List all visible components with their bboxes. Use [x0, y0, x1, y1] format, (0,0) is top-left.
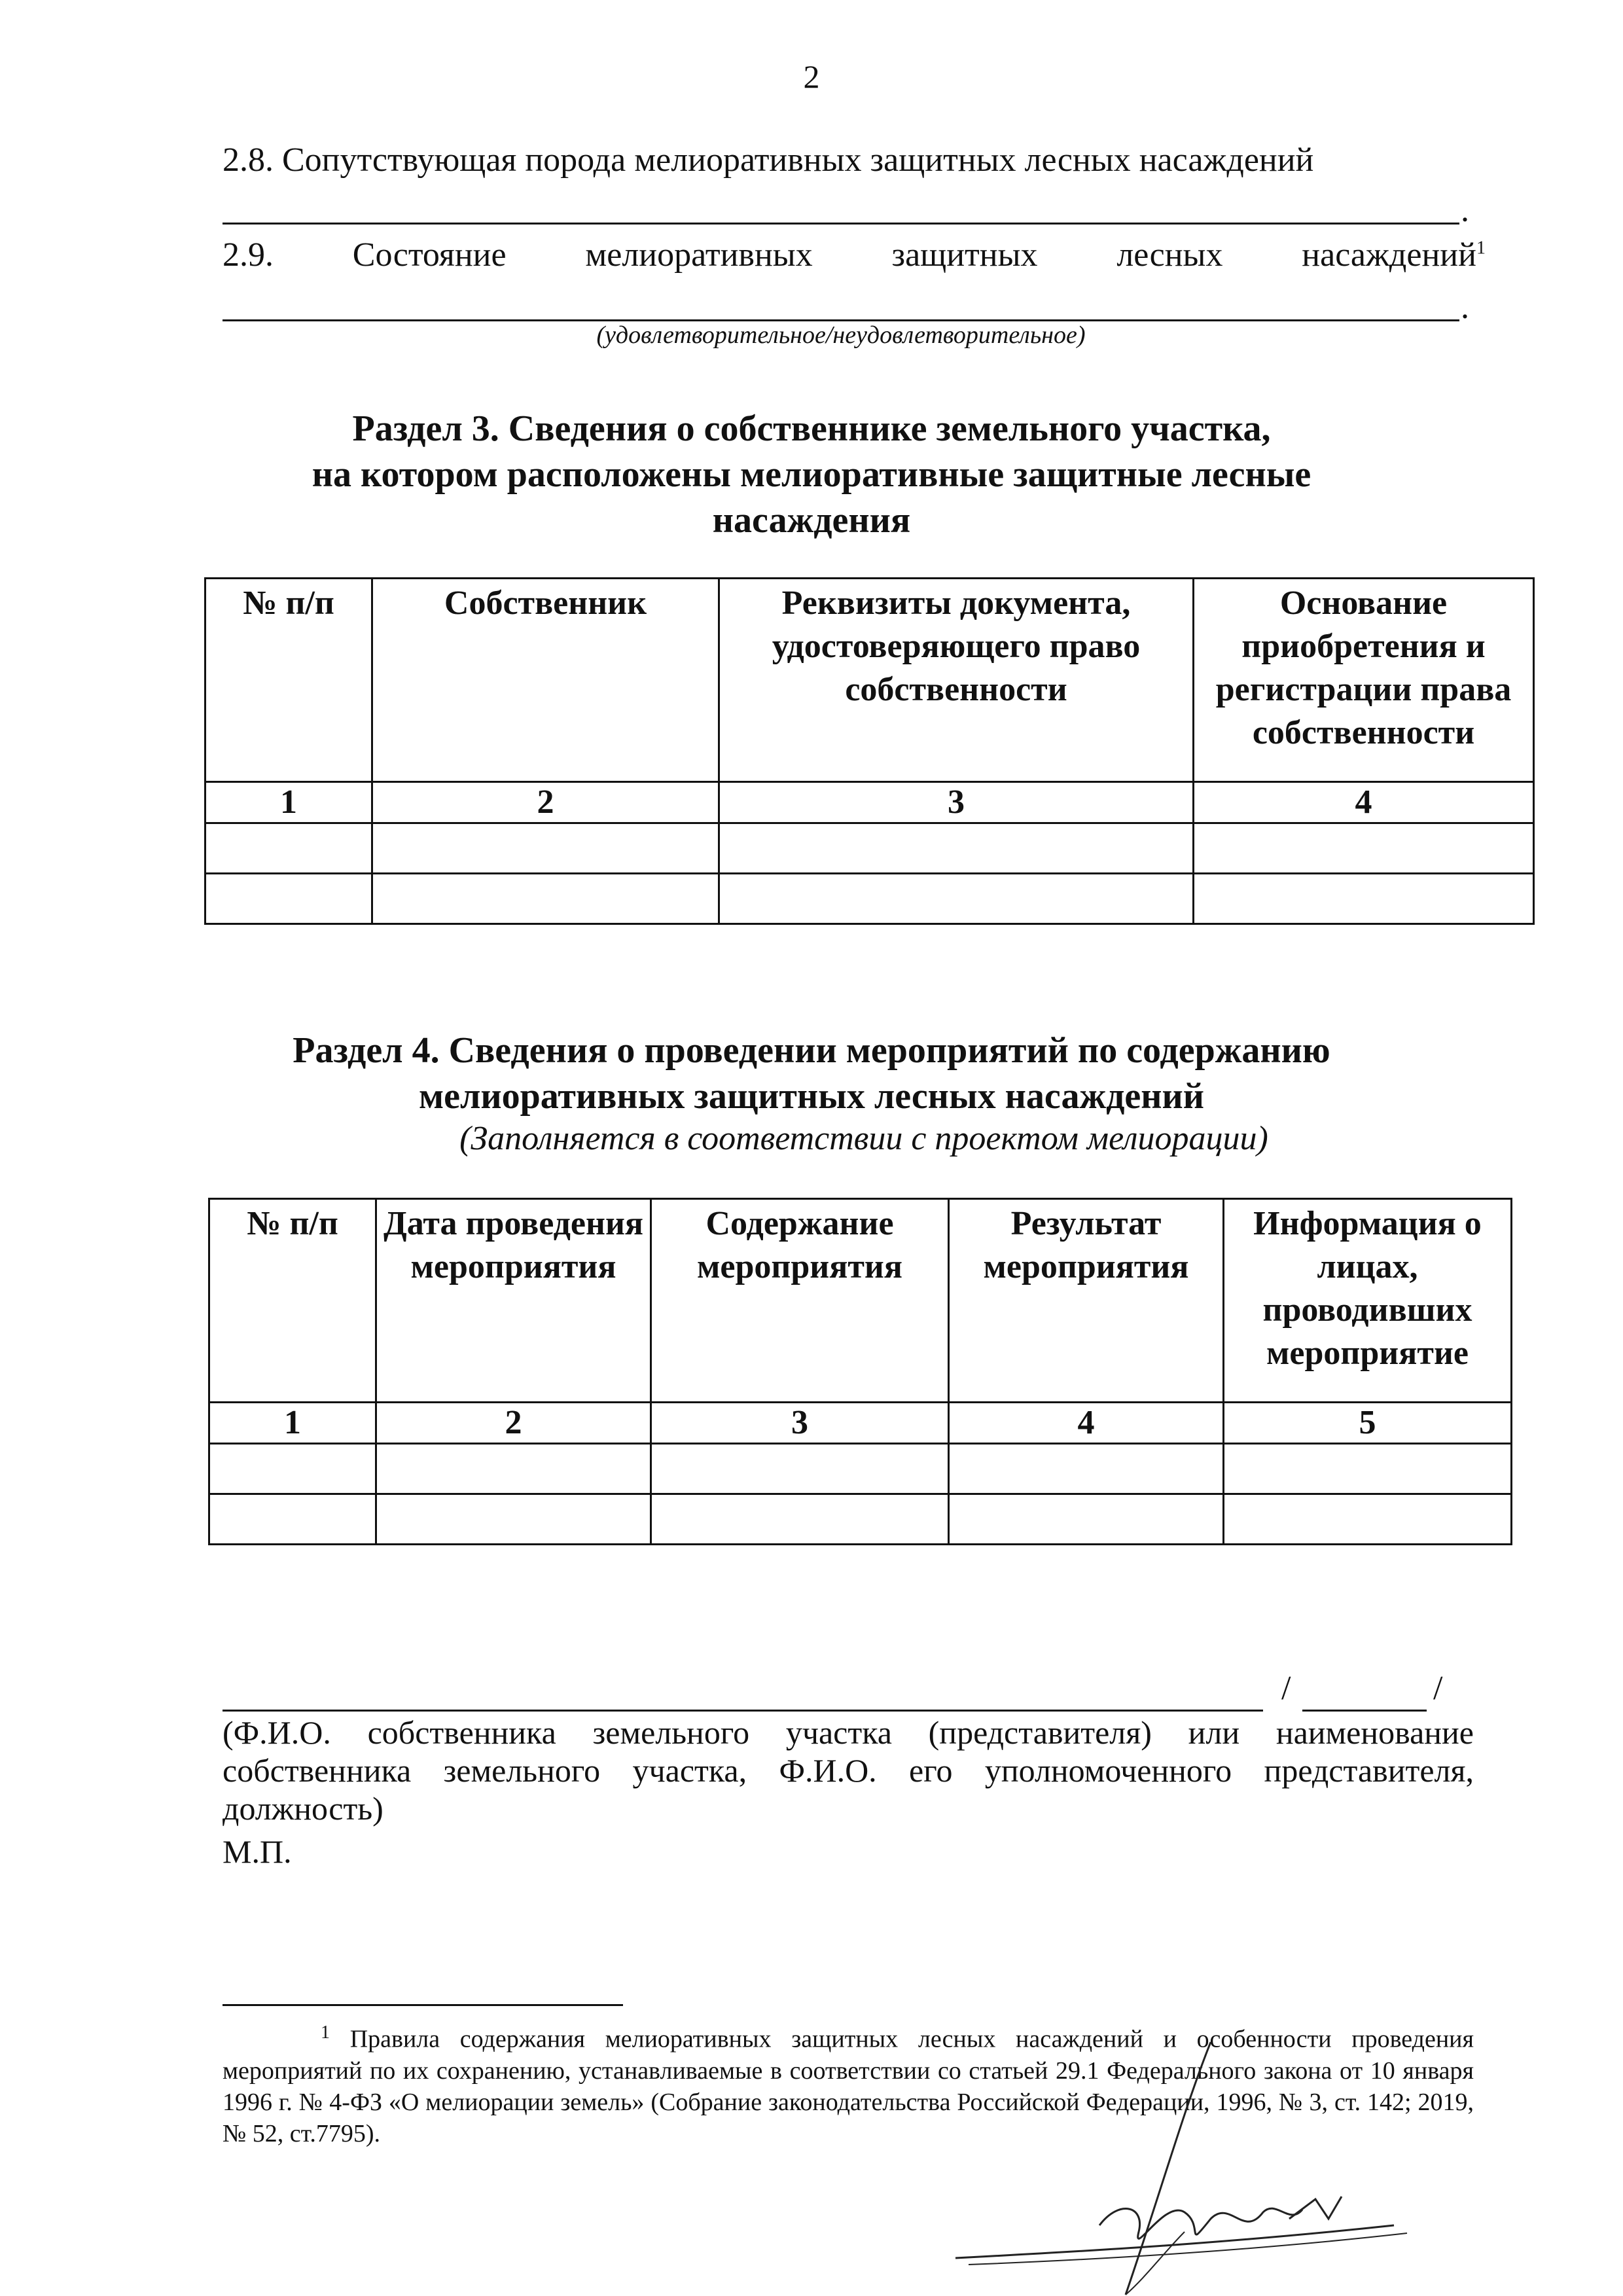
table-row [205, 823, 1534, 874]
handwritten-signature [949, 2003, 1446, 2296]
table-row [205, 874, 1534, 924]
footnote-separator [223, 2004, 623, 2006]
table-cell [372, 823, 719, 874]
section3-col-header: Реквизиты документа, удостоверяющего право собственности [719, 579, 1194, 782]
section4-col-number: 4 [949, 1403, 1224, 1444]
item-2-9-period: . [1461, 289, 1469, 326]
section3-col-header: Собственник [372, 579, 719, 782]
table-cell [1194, 823, 1534, 874]
table-cell [209, 1444, 376, 1494]
table-cell [1194, 874, 1534, 924]
item-2-9-hint: (удовлетворительное/неудовлетворительное) [596, 321, 1086, 349]
section3-col-header: № п/п [205, 579, 372, 782]
item-2-8-period: . [1461, 192, 1469, 229]
item-2-9-label [223, 236, 1486, 274]
table-cell [651, 1444, 949, 1494]
page-number: 2 [803, 58, 820, 95]
section3-col-number: 2 [372, 782, 719, 823]
section4-col-header: Содержание мероприятия [651, 1199, 949, 1403]
section4-col-number: 1 [209, 1403, 376, 1444]
section3-col-number: 3 [719, 782, 1194, 823]
item-2-9-word: насаждений [1302, 236, 1476, 274]
item-2-9-word: Состояние [352, 236, 507, 274]
section4-subtitle: (Заполняется в соответствии с проектом мелиорации) [459, 1120, 1268, 1157]
section4-col-header: № п/п [209, 1199, 376, 1403]
section4-table [208, 1198, 1512, 1545]
section3-title [196, 406, 1427, 543]
table-row [209, 1494, 1512, 1545]
item-2-8-fill-line [223, 223, 1459, 224]
table-cell [376, 1494, 651, 1545]
table-cell [1224, 1494, 1512, 1545]
table-row [209, 1444, 1512, 1494]
item-2-8-label: 2.8. Сопутствующая порода мелиоративных защитных лесных насаждений [223, 141, 1314, 179]
section4-col-header: Результат мероприятия [949, 1199, 1224, 1403]
section3-title-line: Раздел 3. Сведения о собственнике земельного участка, [352, 408, 1271, 449]
table-cell [205, 874, 372, 924]
section3-col-number: 1 [205, 782, 372, 823]
table-cell [949, 1444, 1224, 1494]
signature-slash-right: / [1433, 1670, 1443, 1707]
item-2-9-word: мелиоративных [585, 236, 813, 274]
section3-title-line: насаждения [712, 500, 911, 541]
signature-name-line [223, 1710, 1263, 1712]
signature-slash-left: / [1281, 1670, 1291, 1707]
table-cell [209, 1494, 376, 1545]
section3-col-header: Основание приобретения и регистрации права собственности [1194, 579, 1534, 782]
item-2-9-word: защитных [891, 236, 1038, 274]
stamp-label: М.П. [223, 1833, 292, 1870]
signature-sign-line [1302, 1710, 1427, 1712]
item-2-9-word: лесных [1116, 236, 1223, 274]
table-cell [372, 874, 719, 924]
footnote-text: Правила содержания мелиоративных защитных лесных насаждений и особенности проведения мероприятий по их сохранению, устанавливаемые в соответствии со статьей 29.1 Федерального закона от 10 января 1996 г. № 4-ФЗ «О мелиорации земель» (Собрание законодательства Российской Федерации, 1996, № 3, ст. 142; 2019, № 52, ст.7795). [223, 2025, 1474, 2147]
table-cell [949, 1494, 1224, 1545]
section4-col-number: 3 [651, 1403, 949, 1444]
footnote-mark: 1 [321, 2022, 330, 2043]
section4-col-header: Информация о лицах, проводивших мероприятие [1224, 1199, 1512, 1403]
table-cell [719, 874, 1194, 924]
section3-col-number: 4 [1194, 782, 1534, 823]
section4-col-number: 5 [1224, 1403, 1512, 1444]
table-cell [719, 823, 1194, 874]
section4-col-number: 2 [376, 1403, 651, 1444]
section4-title-line: Раздел 4. Сведения о проведении мероприятий по содержанию [293, 1030, 1330, 1071]
footnote-mark: 1 [1476, 238, 1486, 259]
table-cell [651, 1494, 949, 1545]
table-cell [376, 1444, 651, 1494]
section4-col-header: Дата проведения мероприятия [376, 1199, 651, 1403]
signature-caption: (Ф.И.О. собственника земельного участка (представителя) или наименование собственника земельного участка, Ф.И.О. его уполномоченного представителя, должность) [223, 1714, 1474, 1827]
table-cell [1224, 1444, 1512, 1494]
item-2-9-number: 2.9. [223, 236, 274, 274]
table-cell [205, 823, 372, 874]
section3-table [204, 577, 1535, 925]
section4-title [196, 1028, 1427, 1119]
section3-title-line: на котором расположены мелиоративные защитные лесные [312, 454, 1311, 495]
item-2-9-word-last [1302, 236, 1486, 274]
section4-title-line: мелиоративных защитных лесных насаждений [418, 1076, 1205, 1117]
